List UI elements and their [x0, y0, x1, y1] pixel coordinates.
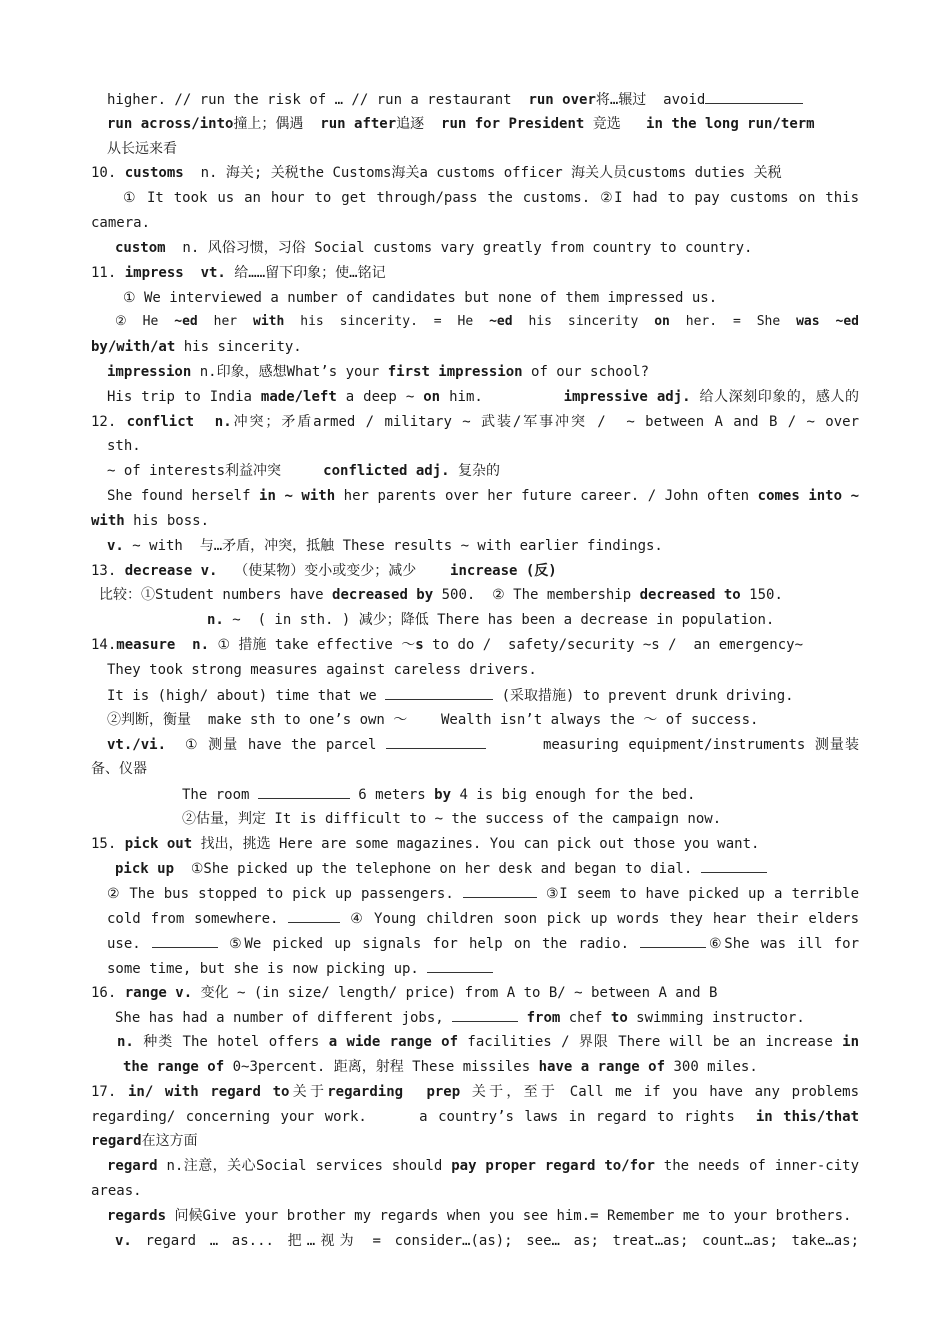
text-segment: ⑥She was ill for — [706, 935, 859, 952]
text-line — [107, 387, 859, 407]
text-segment: 关于，至于 Call me if you have any problems — [460, 1083, 859, 1100]
fill-in-blank[interactable] — [288, 908, 340, 923]
text-line — [107, 114, 859, 134]
text-segment: 给人深刻印象的，感人的 — [690, 388, 859, 405]
text-segment — [518, 1010, 526, 1026]
text-segment: 10. — [91, 165, 125, 182]
text-segment: the needs of inner-city — [654, 1158, 859, 1175]
text-segment: ①She picked up the telephone on her desk and began to dial. — [174, 861, 701, 878]
text-segment: She has had a number of different jobs, — [115, 1010, 453, 1027]
bold-term: a wide range of — [328, 1034, 459, 1051]
text-line — [115, 238, 859, 258]
fill-in-blank[interactable] — [463, 883, 537, 898]
text-line — [123, 288, 859, 308]
bold-term: have a range of — [538, 1058, 666, 1075]
text-segment: ⑤We picked up signals for help on the radio. — [217, 935, 641, 952]
text-segment: It is (high/ about) time that we — [107, 687, 386, 704]
bold-term: regards — [107, 1207, 167, 1224]
text-segment: 竞选 — [584, 115, 647, 132]
text-segment: The room — [182, 786, 258, 803]
bold-term: by — [434, 786, 452, 803]
bold-term: run after — [320, 115, 397, 132]
bold-term: the range of — [123, 1058, 225, 1075]
text-segment: his sincerity. = He — [284, 314, 490, 330]
text-segment: ① We interviewed a number of candidates but none of them impressed us. — [123, 289, 718, 306]
text-segment: (采取措施) to prevent drunk driving. — [493, 687, 794, 704]
text-segment: measuring equipment/instruments 测量装 — [485, 737, 859, 754]
bold-term: in ~ with — [259, 488, 336, 505]
text-segment: ② He — [115, 314, 175, 330]
bold-term: ~ed — [489, 314, 513, 330]
text-segment: to do / safety/security ~s / an emergency~ — [423, 637, 804, 654]
text-line — [107, 710, 859, 730]
bold-term: was ~ed — [796, 314, 859, 330]
bold-term: comes into ~ — [757, 488, 859, 505]
fill-in-blank[interactable] — [705, 89, 803, 104]
text-line — [107, 908, 859, 928]
text-segment: 撞上；偶遇 — [233, 115, 321, 132]
bold-term: range v. — [124, 984, 193, 1001]
bold-term: in this/that — [755, 1108, 859, 1125]
text-segment: use. — [107, 935, 152, 952]
text-line — [91, 213, 859, 233]
text-line — [107, 461, 859, 481]
text-segment: ① 措施 take effective ～ — [209, 637, 416, 654]
bold-term: v. — [107, 537, 124, 554]
bold-term: conflict n. — [126, 413, 232, 430]
bold-term: on — [423, 388, 441, 405]
text-segment: him. — [440, 388, 564, 405]
fill-in-blank[interactable] — [386, 734, 486, 749]
bold-term: n. — [117, 1034, 134, 1051]
bold-term: regard — [107, 1158, 158, 1175]
fill-in-blank[interactable] — [385, 685, 493, 700]
text-segment: her parents over her future career. / John often — [335, 488, 758, 505]
bold-term: n. — [207, 612, 224, 629]
bold-term: customs — [124, 165, 184, 182]
fill-in-blank[interactable] — [452, 1007, 518, 1022]
text-segment: her — [197, 314, 254, 330]
text-line — [107, 536, 859, 556]
text-segment: ① 测量 have the parcel — [166, 737, 386, 754]
text-segment: 16. — [91, 984, 125, 1001]
text-segment: 在这方面 — [141, 1133, 198, 1150]
bold-term: with — [253, 314, 285, 330]
text-line — [115, 1231, 859, 1251]
text-line — [107, 685, 859, 705]
text-segment: ④ Young children soon pick up words they hear their elders — [340, 911, 859, 928]
text-line — [117, 1032, 859, 1052]
text-segment: 比较：①Student numbers have — [99, 587, 333, 604]
bold-term: pick out — [124, 835, 193, 852]
text-line — [115, 858, 859, 878]
text-line — [182, 809, 859, 829]
text-line — [107, 1206, 859, 1226]
text-line — [107, 1156, 859, 1176]
text-segment: ②估量，判定 It is difficult to ~ the success of the campaign now. — [182, 810, 722, 827]
bold-term: with — [91, 512, 125, 529]
text-segment: n. 海关; 关税the Customs海关a customs officer 海关人员customs duties 关税 — [183, 165, 782, 182]
text-segment: ③I seem to have picked up a terrible — [536, 886, 859, 903]
bold-term: run for President — [441, 115, 585, 132]
text-segment: （使某物）变小或变少；减少 — [217, 562, 451, 579]
text-line — [107, 883, 859, 903]
bold-term: first impression — [387, 364, 523, 381]
text-segment: chef — [560, 1010, 611, 1027]
text-line — [107, 362, 859, 382]
fill-in-blank[interactable] — [258, 784, 350, 799]
bold-term: run over — [528, 92, 596, 108]
text-segment: ~ ( in sth. ) 减少；降低 There has been a decrease in population. — [223, 612, 775, 629]
bold-term: run across/into — [107, 115, 234, 132]
text-segment: ②判断，衡量 make sth to one’s own ～ Wealth isn’t always the ～ of success. — [107, 711, 759, 728]
text-segment: 11. — [91, 264, 125, 281]
bold-term: s — [415, 637, 424, 654]
bold-term: increase (反) — [450, 562, 557, 579]
text-segment: 种类 The hotel offers — [133, 1034, 329, 1051]
text-segment: 0~3percent. 距离，射程 These missiles — [224, 1058, 539, 1075]
bold-term: measure n. — [116, 637, 210, 654]
text-segment: 13. — [91, 562, 125, 579]
bold-term: on — [654, 314, 670, 330]
text-line — [91, 983, 859, 1003]
bold-term: in the long run/term — [646, 115, 815, 132]
text-line — [123, 188, 859, 208]
text-segment: 冲突；矛盾armed / military ~ 武装/军事冲突 / ~ between A and B / ~ over — [231, 413, 859, 430]
text-line — [91, 163, 859, 183]
text-segment: ~ with 与…矛盾，冲突，抵触 These results ~ with earlier findings. — [123, 537, 663, 554]
text-line — [107, 958, 859, 978]
text-line — [115, 312, 859, 332]
text-segment: facilities / 界限 There will be an increase — [458, 1034, 843, 1051]
text-segment: 备、仪器 — [91, 761, 147, 778]
text-line — [91, 511, 859, 531]
bold-term: v. — [115, 1232, 132, 1249]
text-segment: 关于 — [289, 1083, 328, 1100]
bold-term: to — [610, 1010, 628, 1027]
text-line — [107, 139, 859, 159]
text-segment: 500. ② The membership — [433, 587, 640, 604]
text-segment: his sincerity. — [175, 339, 302, 356]
bold-term: made/left — [260, 388, 337, 405]
text-line — [91, 759, 859, 779]
text-segment: some time, but she is now picking up. — [107, 960, 428, 977]
text-segment: 6 meters — [349, 786, 435, 803]
text-segment: 15. — [91, 835, 125, 852]
text-segment: a deep ~ — [336, 388, 424, 405]
text-segment: sth. — [107, 438, 141, 455]
text-segment: 问候Give your brother my regards when you see him.= Remember me to your brothers. — [166, 1207, 852, 1224]
text-line — [99, 585, 859, 605]
text-segment: regard … as... 把…视为 = consider…(as); see… as; treat…as; count…as; take…as; — [131, 1232, 859, 1249]
fill-in-blank[interactable] — [701, 858, 767, 873]
bold-term: in — [842, 1034, 859, 1051]
text-line — [91, 1082, 859, 1102]
text-line — [91, 834, 859, 854]
bold-term: decreased by — [332, 587, 434, 604]
text-segment: ~ of interests利益冲突 — [107, 463, 324, 480]
text-segment: She found herself — [107, 488, 260, 505]
bold-term: vt./vi. — [107, 737, 167, 754]
text-segment: ① It took us an hour to get through/pass the customs. ②I had to pay customs on this — [123, 190, 859, 207]
fill-in-blank[interactable] — [152, 933, 218, 948]
text-segment: 17. — [91, 1083, 128, 1100]
text-line — [91, 337, 859, 357]
text-segment: ② The bus stopped to pick up passengers. — [107, 886, 463, 903]
bold-term: pay proper regard to/for — [451, 1158, 655, 1175]
text-segment: n.注意，关心Social services should — [157, 1158, 452, 1175]
bold-term: conflicted adj. — [323, 463, 450, 480]
text-line — [182, 784, 859, 804]
bold-term: custom — [115, 239, 166, 256]
bold-term: impress vt. — [124, 264, 226, 281]
text-segment: They took strong measures against careless drivers. — [107, 661, 537, 678]
text-line — [91, 635, 859, 655]
text-line — [91, 263, 859, 283]
text-line — [91, 561, 859, 581]
text-line — [107, 89, 859, 109]
text-line — [115, 1007, 859, 1027]
text-segment: of our school? — [522, 364, 650, 381]
text-segment: 变化 ~ (in size/ length/ price) from A to B/ ~ between A and B — [192, 984, 718, 1001]
text-segment: 14. — [91, 637, 117, 654]
text-line — [107, 933, 859, 953]
text-segment: n.印象，感想What’s your — [191, 364, 388, 381]
text-segment: regarding/ concerning your work. a country’s laws in regard to rights — [91, 1108, 756, 1125]
text-segment: his sincerity — [512, 314, 655, 330]
text-segment: swimming instructor. — [627, 1010, 805, 1027]
text-segment: 从长远来看 — [107, 140, 177, 157]
bold-term: regarding prep — [327, 1083, 461, 1100]
text-segment: cold from somewhere. — [107, 911, 289, 928]
text-segment: 300 miles. — [665, 1058, 758, 1075]
text-line — [91, 412, 859, 432]
bold-term: regard — [91, 1133, 142, 1150]
bold-term: by/with/at — [91, 339, 176, 356]
text-segment: higher. // run the risk of … // run a restaurant — [107, 92, 529, 108]
bold-term: pick up — [115, 861, 175, 878]
text-segment: his boss. — [124, 512, 210, 529]
text-segment: 将…辗过 avoid — [595, 92, 706, 108]
bold-term: impressive adj. — [563, 388, 691, 405]
text-line — [207, 610, 859, 630]
text-segment: 4 is big enough for the bed. — [451, 786, 696, 803]
text-segment: 150. — [740, 587, 783, 604]
text-segment: 找出，挑选 Here are some magazines. You can pick out those you want. — [192, 835, 760, 852]
text-line — [123, 1057, 859, 1077]
text-line — [91, 1181, 859, 1201]
bold-term: ~ed — [174, 314, 198, 330]
bold-term: from — [526, 1010, 561, 1027]
text-segment: her. = She — [669, 314, 797, 330]
text-segment: n. 风俗习惯，习俗 Social customs vary greatly from country to country. — [165, 239, 753, 256]
text-segment: 复杂的 — [449, 463, 501, 480]
text-segment: 追逐 — [396, 115, 442, 132]
text-line — [107, 486, 859, 506]
fill-in-blank[interactable] — [427, 958, 493, 973]
text-segment: His trip to India — [107, 388, 261, 405]
text-segment: camera. — [91, 215, 151, 232]
bold-term: in/ with regard to — [127, 1083, 290, 1100]
text-segment: 给……留下印象；使…铭记 — [225, 264, 386, 281]
bold-term: impression — [107, 364, 192, 381]
text-segment: 12. — [91, 413, 127, 430]
text-line — [91, 1107, 859, 1127]
text-segment: areas. — [91, 1183, 142, 1200]
text-line — [107, 436, 859, 456]
bold-term: decreased to — [639, 587, 741, 604]
text-line — [91, 1131, 859, 1151]
fill-in-blank[interactable] — [640, 933, 706, 948]
bold-term: decrease v. — [124, 562, 218, 579]
text-line — [107, 734, 859, 754]
text-line — [107, 660, 859, 680]
